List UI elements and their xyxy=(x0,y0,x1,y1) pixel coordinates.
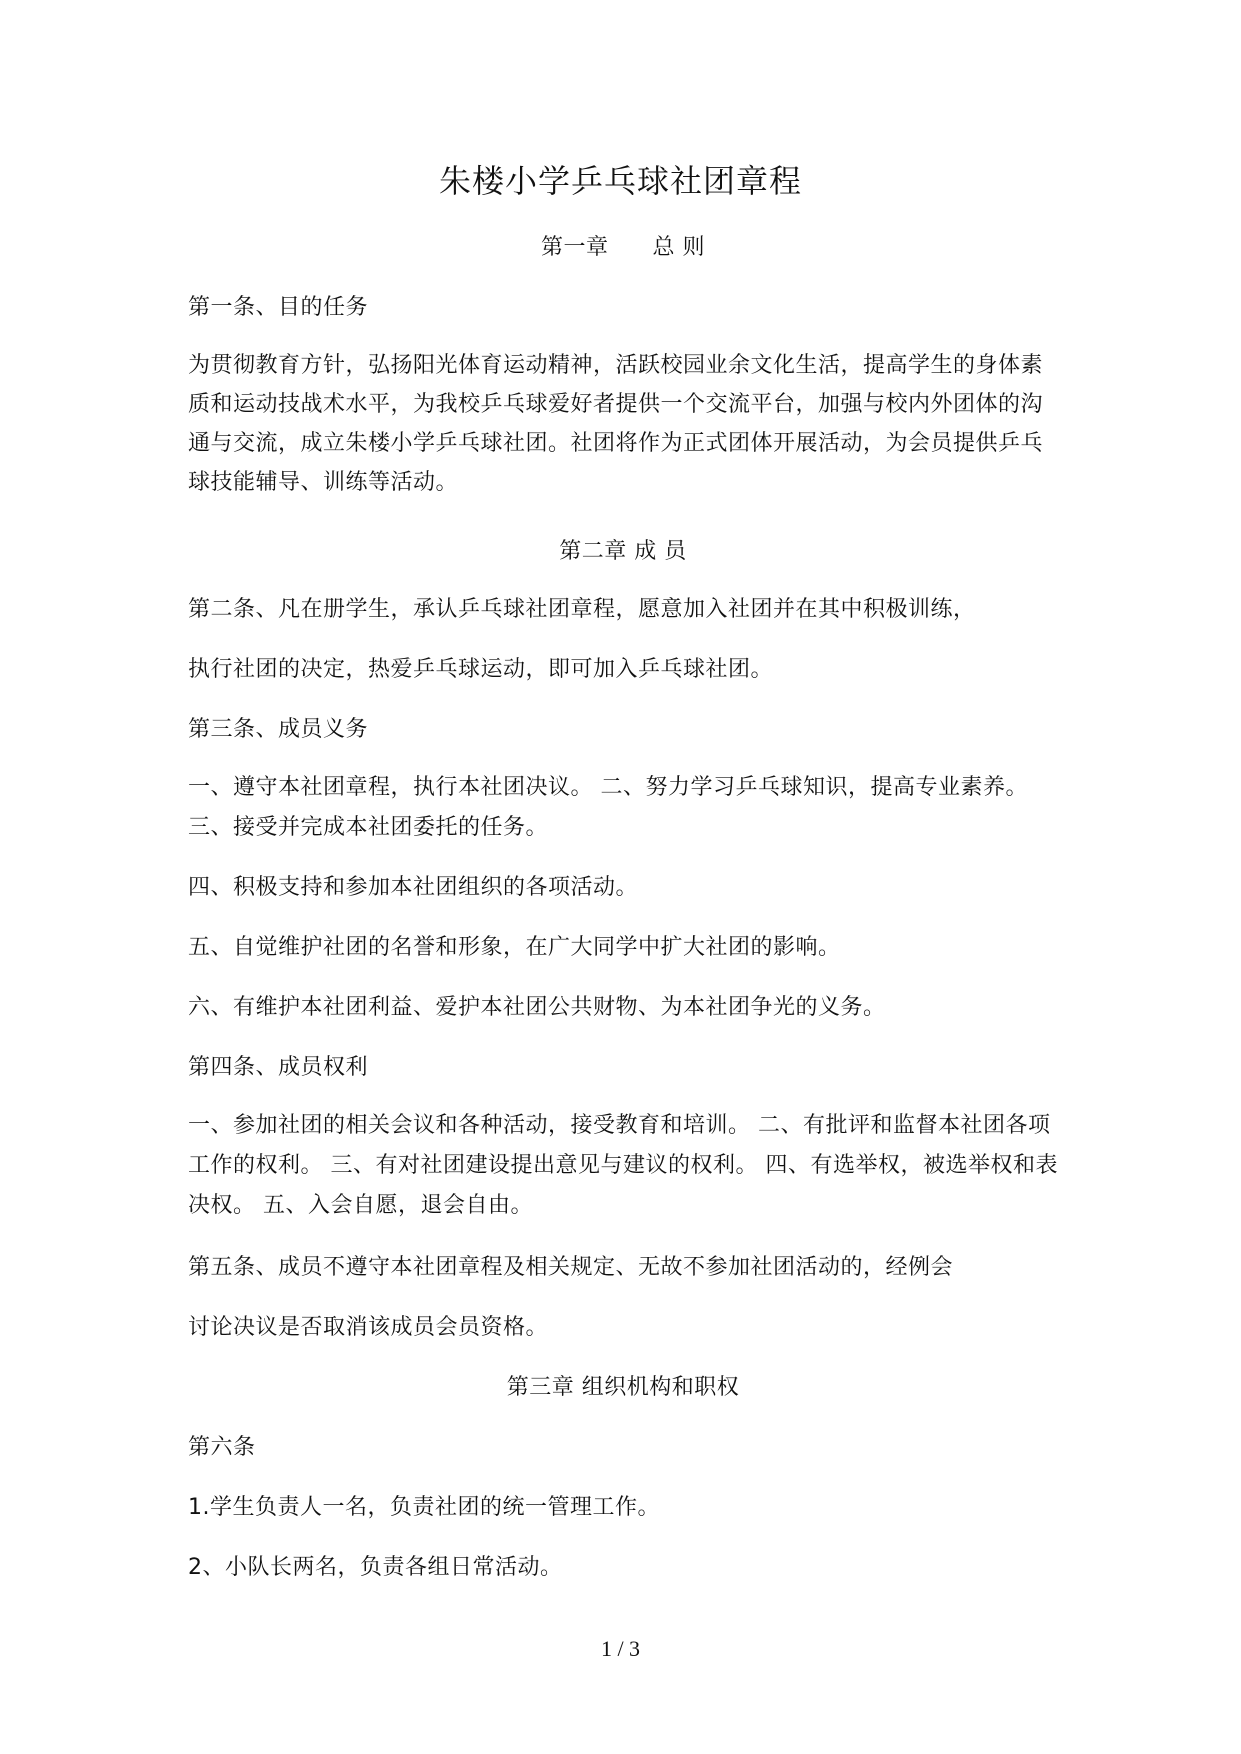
article-6-item-2: 2、小队长两名，负责各组日常活动。 xyxy=(188,1555,563,1580)
document-title: 朱楼小学乒乓球社团章程 xyxy=(438,162,802,200)
duty-item-6: 六、有维护本社团利益、爱护本社团公共财物、为本社团争光的义务。 xyxy=(188,995,886,1020)
duty-items-1-3: 一、遵守本社团章程，执行本社团决议。 二、努力学习乒乓球知识，提高专业素养。三、接受并完成本社团委托的任务。 xyxy=(188,775,1028,840)
article-5-line-2: 讨论决议是否取消该成员会员资格。 xyxy=(188,1315,549,1340)
page-indicator: 1 / 3 xyxy=(600,1636,641,1661)
article-1-body: 为贯彻教育方针，弘扬阳光体育运动精神，活跃校园业余文化生活，提高学生的身体素质和运动技战术水平，为我校乒乓球爱好者提供一个交流平台，加强与校内外团体的沟通与交流，成立朱楼小学乒乓球社团。社团将作为正式团体开展活动，为会员提供乒乓球技能辅导、训练等活动。 xyxy=(188,353,1044,495)
article-6-heading: 第六条 xyxy=(188,1435,256,1460)
article-1-heading: 第一条、目的任务 xyxy=(188,295,369,320)
rights-items: 一、参加社团的相关会议和各种活动，接受教育和培训。 二、有批评和监督本社团各项工作的权利。 三、有对社团建设提出意见与建议的权利。 四、有选举权，被选举权和表决权。 五、入会自愿，退会自由。 xyxy=(188,1113,1058,1218)
duty-item-4: 四、积极支持和参加本社团组织的各项活动。 xyxy=(188,875,639,900)
chapter-1-number: 第一章 xyxy=(540,235,609,260)
article-2-line-2: 执行社团的决定，热爱乒乓球运动，即可加入乒乓球社团。 xyxy=(188,657,774,682)
article-3-heading: 第三条、成员义务 xyxy=(188,717,369,742)
article-5-line-1: 第五条、成员不遵守本社团章程及相关规定、无故不参加社团活动的，经例会 xyxy=(188,1255,954,1280)
article-2-line-1: 第二条、凡在册学生，承认乒乓球社团章程，愿意加入社团并在其中积极训练， xyxy=(188,597,976,622)
chapter-2-heading: 第二章 成 员 xyxy=(559,539,687,564)
duty-item-5: 五、自觉维护社团的名誉和形象，在广大同学中扩大社团的影响。 xyxy=(188,935,841,960)
article-6-item-1: 1.学生负责人一名，负责社团的统一管理工作。 xyxy=(188,1495,660,1520)
chapter-1-name: 总 则 xyxy=(652,235,705,260)
chapter-1-heading xyxy=(188,228,1058,268)
article-4-heading: 第四条、成员权利 xyxy=(188,1055,369,1080)
chapter-3-heading: 第三章 组织机构和职权 xyxy=(506,1375,740,1400)
